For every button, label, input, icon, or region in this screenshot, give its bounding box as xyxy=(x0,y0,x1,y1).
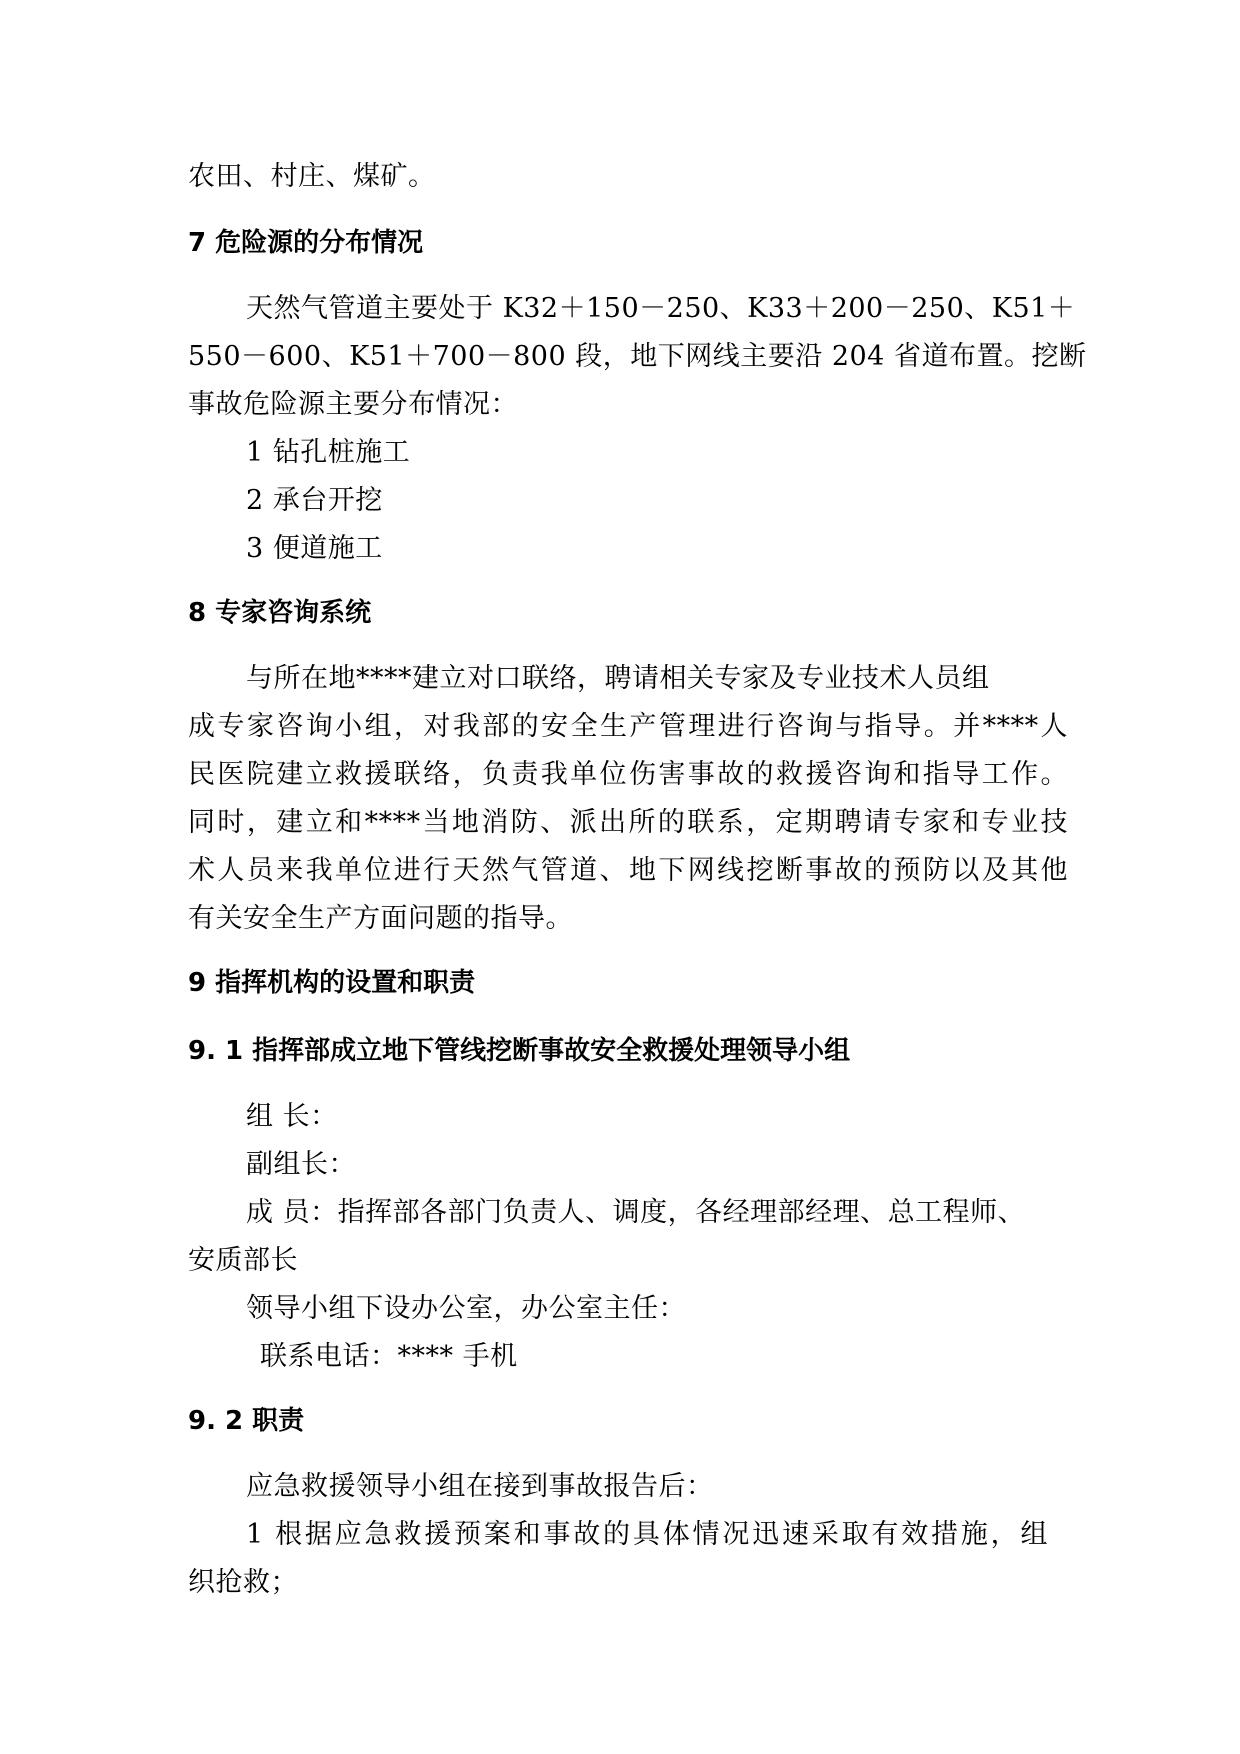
body-line-farmland: 农田、村庄、煤矿。 xyxy=(188,161,436,192)
body-line-deputy-leader: 副组长： xyxy=(246,1149,356,1180)
body-line-office: 领导小组下设办公室，办公室主任： xyxy=(246,1293,686,1324)
body-line-expert-3: 民医院建立救援联络，负责我单位伤害事故的救援咨询和指导工作。 xyxy=(188,759,1068,790)
body-line-expert-1: 与所在地****建立对口联络，聘请相关专家及专业技术人员组 xyxy=(246,663,990,694)
body-line-leader: 组 长： xyxy=(246,1101,338,1132)
section-heading-7: 7 危险源的分布情况 xyxy=(188,228,424,258)
section-heading-9-1: 9. 1 指挥部成立地下管线挖断事故安全救援处理领导小组 xyxy=(188,1036,851,1066)
body-line-expert-5: 术人员来我单位进行天然气管道、地下网线挖断事故的预防以及其他 xyxy=(188,855,1068,886)
body-line-members-cont: 安质部长 xyxy=(188,1245,298,1276)
body-line-expert-6: 有关安全生产方面问题的指导。 xyxy=(188,903,573,934)
section-heading-9-2: 9. 2 职责 xyxy=(188,1406,305,1436)
body-line-duty-1-cont: 织抢救； xyxy=(188,1567,298,1598)
body-line-expert-4: 同时，建立和****当地消防、派出所的联系，定期聘请专家和专业技 xyxy=(188,807,1068,838)
body-line-members: 成 员：指挥部各部门负责人、调度，各经理部经理、总工程师、 xyxy=(246,1197,1026,1228)
list-item-2: 2 承台开挖 xyxy=(246,485,383,516)
section-heading-9: 9 指挥机构的设置和职责 xyxy=(188,968,476,998)
body-line-phone: 联系电话：**** 手机 xyxy=(260,1341,518,1372)
body-line-duties-intro: 应急救援领导小组在接到事故报告后： xyxy=(246,1471,714,1502)
body-line-pipeline-1: 天然气管道主要处于 K32＋150－250、K33＋200－250、K51＋ xyxy=(246,293,1076,324)
section-heading-8: 8 专家咨询系统 xyxy=(188,598,372,628)
list-item-3: 3 便道施工 xyxy=(246,533,383,564)
list-item-1: 1 钻孔桩施工 xyxy=(246,437,411,468)
body-line-duty-1: 1 根据应急救援预案和事故的具体情况迅速采取有效措施，组 xyxy=(246,1519,1048,1550)
body-line-pipeline-3: 事故危险源主要分布情况： xyxy=(188,389,518,420)
body-line-pipeline-2: 550－600、K51＋700－800 段，地下网线主要沿 204 省道布置。挖断 xyxy=(188,341,1087,372)
body-line-expert-2: 成专家咨询小组，对我部的安全生产管理进行咨询与指导。并****人 xyxy=(188,711,1068,742)
